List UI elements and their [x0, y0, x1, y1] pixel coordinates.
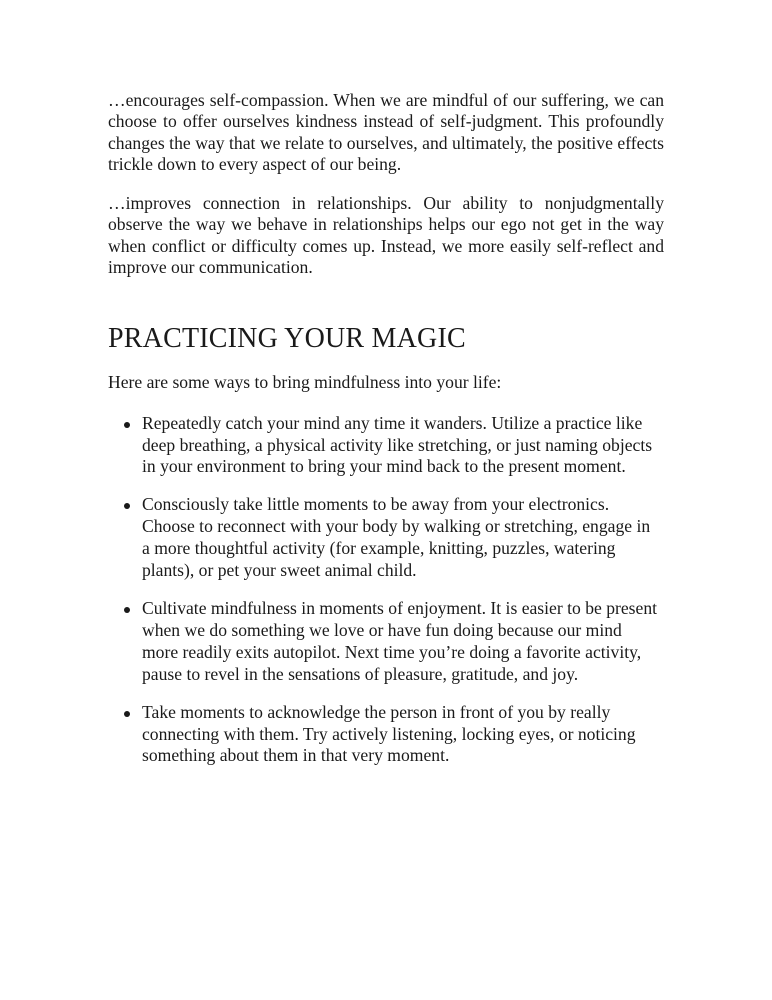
- list-item: [108, 413, 664, 479]
- bullet-icon: [124, 711, 130, 717]
- paragraph-self-compassion: …encourages self-compassion. When we are mindful of our suffering, we can choose to offer ourselves kindness instead of self-judgment. This profoundly changes the way that we relate to ourselves, and ultimately, the positive effects trickle down to every aspect of our being.: [108, 90, 664, 174]
- list-item-text: Consciously take little moments to be away from your electronics. Choose to reconnect with your body by walking or stretching, engage in a more thoughtful activity (for example, knitting, puzzles, watering plants), or pet your sweet animal child.: [142, 494, 651, 581]
- section-heading: PRACTICING YOUR MAGIC: [108, 323, 466, 355]
- list-item-text: Cultivate mindfulness in moments of enjoyment. It is easier to be present when we do something we love or have fun doing because our mind more readily exits autopilot. Next time you’re doing a favorite activity, pause to revel in the sensations of pleasure, gratitude, and joy.: [142, 598, 658, 684]
- bullet-icon: [124, 422, 130, 428]
- bullet-icon: [124, 503, 130, 509]
- list-item: [108, 598, 664, 686]
- bullet-list: [108, 413, 664, 768]
- list-item: [108, 702, 664, 768]
- list-item-text: Take moments to acknowledge the person in front of you by really connecting with them. Try actively listening, locking eyes, or noticing something about them in that very moment.: [142, 701, 636, 766]
- paragraph-relationships: …improves connection in relationships. Our ability to nonjudgmentally observe the way we behave in relationships helps our ego not get in the way when conflict or difficulty comes up. Instead, we more easily self-reflect and improve our communication.: [108, 193, 664, 278]
- section-intro: Here are some ways to bring mindfulness into your life:: [108, 372, 502, 393]
- document-page: [108, 90, 664, 783]
- list-item: [108, 494, 664, 582]
- list-item-text: Repeatedly catch your mind any time it wanders. Utilize a practice like deep breathing, a physical activity like stretching, or just naming objects in your environment to bring your mind back to the present moment.: [142, 412, 653, 477]
- bullet-icon: [124, 607, 130, 613]
